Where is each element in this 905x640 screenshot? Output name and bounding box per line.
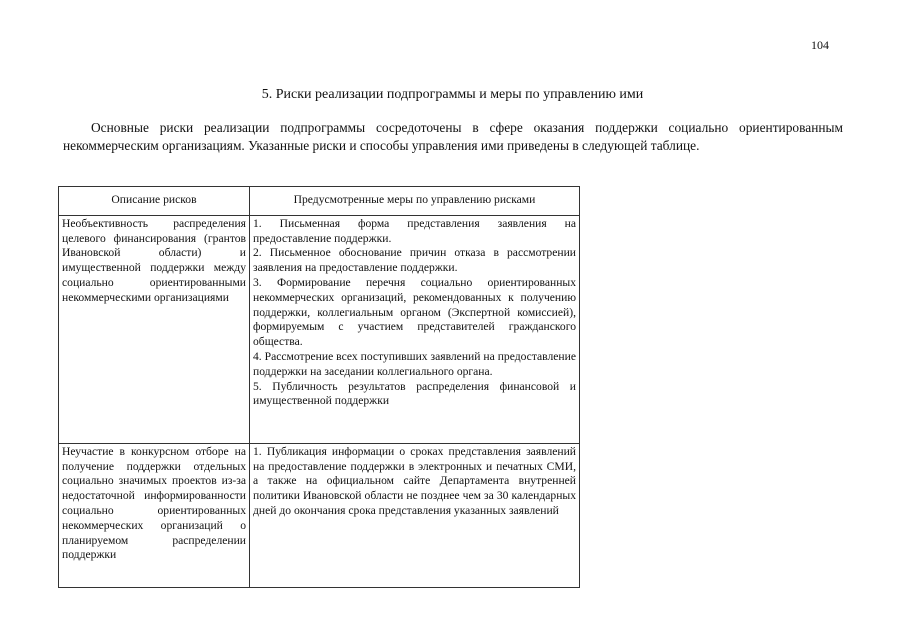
risk-description-cell: Неучастие в конкурсном отборе на получение поддержки отдельных социально значимых проектов из-за недостаточной информированности социально ориентированных некоммерческих организаций о планируемом распределении поддержки: [59, 443, 250, 587]
measure-item: 5. Публичность результатов распределения финансовой и имущественной поддержки: [253, 379, 576, 408]
risk-measures-cell: [250, 215, 580, 443]
risks-table: [58, 186, 580, 588]
measure-item: 2. Письменное обоснование причин отказа в рассмотрении заявления на предоставление поддержки.: [253, 246, 576, 275]
table-row: [59, 443, 580, 587]
table-header-row: [59, 187, 580, 216]
measure-item: 3. Формирование перечня социально ориентированных некоммерческих организаций, рекомендованных к получению поддержки, коллегиальным органом (Экспертной комиссией), формируемым с участием представителей гражданского общества.: [253, 275, 576, 349]
header-risk-description: Описание рисков: [59, 187, 250, 216]
intro-paragraph: Основные риски реализации подпрограммы сосредоточены в сфере оказания поддержки социально ориентированным некоммерческим организациям. Указанные риски и способы управления ими приведены в следующей таблице.: [63, 120, 843, 153]
page-number: 104: [811, 38, 829, 52]
risk-measures-cell: [250, 443, 580, 587]
measure-item: 4. Рассмотрение всех поступивших заявлений на предоставление поддержки на заседании коллегиального органа.: [253, 349, 576, 378]
header-risk-measures: Предусмотренные меры по управлению рисками: [250, 187, 580, 216]
table-row: [59, 215, 580, 443]
measure-item: 1. Письменная форма представления заявления на предоставление поддержки.: [253, 216, 576, 245]
risk-description-cell: Необъективность распределения целевого финансирования (грантов Ивановской области) и имущественной поддержки между социально ориентированными некоммерческими организациями: [59, 215, 250, 443]
section-title: 5. Риски реализации подпрограммы и меры по управлению ими: [261, 87, 644, 102]
measure-item: 1. Публикация информации о сроках представления заявлений на предоставление поддержки в электронных и печатных СМИ, а также на официальном сайте Департамента внутренней политики Ивановской области не позднее чем за 30 календарных дней до окончания срока представления указанных заявлений: [253, 444, 576, 517]
